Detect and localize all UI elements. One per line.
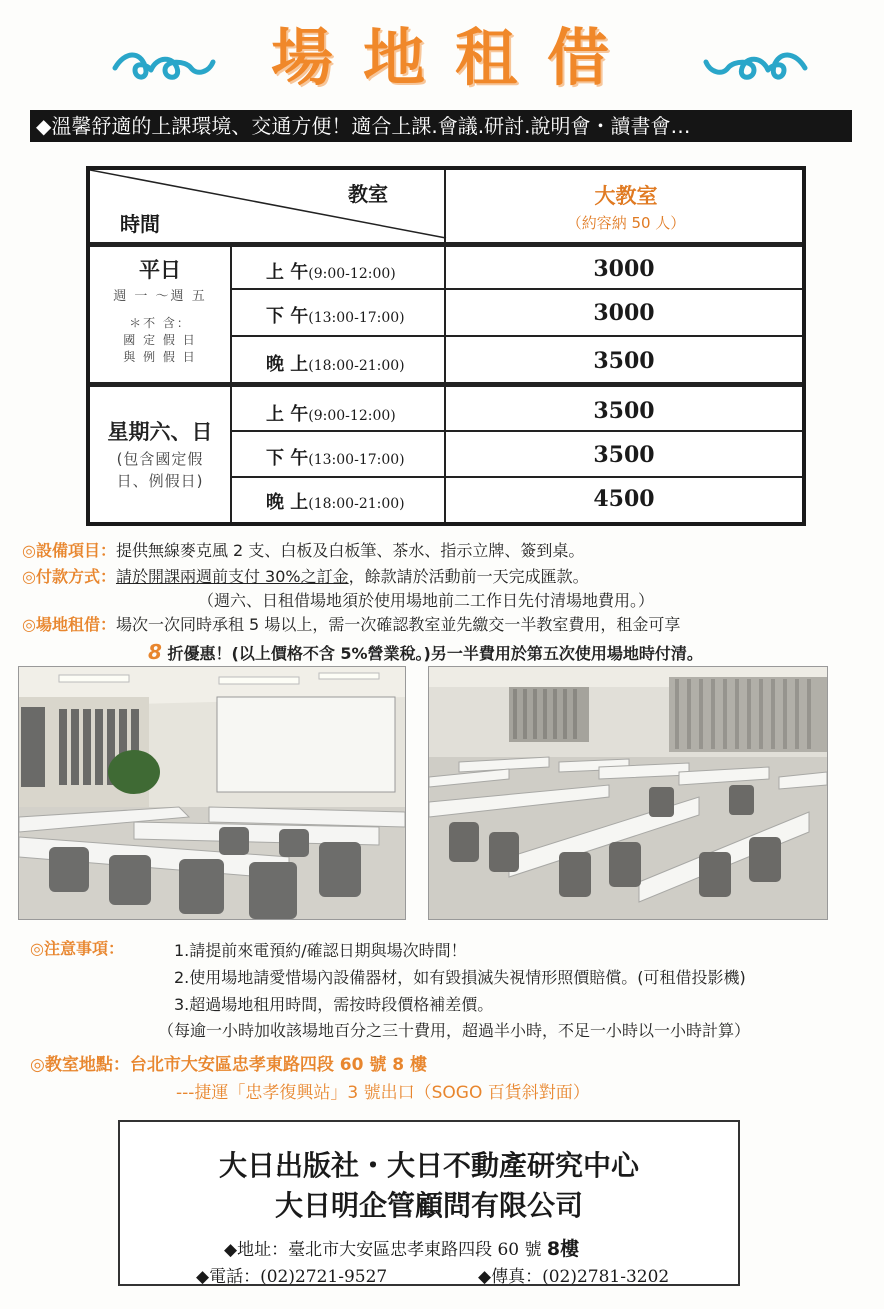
notice-item: （每逾一小時加收該場地百分之三十費用，超過半小時，不足一小時以一小時計算） xyxy=(158,1021,751,1040)
company-phone: ◆電話：(02)2721-9527 xyxy=(196,1267,388,1287)
weekend-sub: (包含國定假 xyxy=(116,450,204,468)
slot-label: 上 午(9:00-12:00) xyxy=(266,262,396,283)
price-table xyxy=(86,166,806,526)
group-divider xyxy=(90,382,802,387)
company-address: ◆地址：臺北市大安區忠孝東路四段 60 號 8樓 xyxy=(224,1238,580,1260)
header-divider xyxy=(90,242,802,247)
price-cell: 3500 xyxy=(593,442,655,468)
weekday-label xyxy=(90,254,230,366)
room-capacity: （約容納 50 人） xyxy=(566,214,686,232)
weekday-note: 國 定 假 日 xyxy=(123,333,197,347)
weekday-sub: 週 一 ～週 五 xyxy=(113,289,207,304)
slot-label: 下 午(13:00-17:00) xyxy=(266,306,405,327)
header-classroom: 教室 xyxy=(348,182,388,206)
company-name-line1: 大日出版社・大日不動產研究中心 xyxy=(218,1149,639,1182)
intro-banner: ◆溫馨舒適的上課環境、交通方便！適合上課.會議.研討.說明會・讀書會… xyxy=(30,110,852,142)
room-header xyxy=(448,180,804,233)
company-footer xyxy=(118,1120,740,1286)
weekend-label xyxy=(90,416,230,492)
slot-label: 上 午(9:00-12:00) xyxy=(266,404,396,425)
price-cell: 3000 xyxy=(593,300,655,326)
price-cell: 3500 xyxy=(593,348,655,374)
rental-note-line2: 8 折優惠！(以上價格不含 5%營業稅。)另一半費用於第五次使用場地時付清。 xyxy=(148,640,703,664)
header-time: 時間 xyxy=(120,212,160,236)
room-name: 大教室 xyxy=(594,184,658,208)
rental-note: ◎場地租借：場次一次同時承租 5 場以上，需一次確認教室並先繳交一半教室費用，租金可享 xyxy=(22,615,681,634)
row-line xyxy=(230,335,802,337)
weekday-note: 與 例 假 日 xyxy=(123,350,197,364)
swirl-ornament-icon xyxy=(700,46,815,86)
weekday-title: 平日 xyxy=(139,258,181,282)
slot-label: 晚 上(18:00-21:00) xyxy=(266,492,405,513)
weekday-note: ＊不 含： xyxy=(129,316,191,330)
classroom-photo xyxy=(18,666,406,920)
notice-item: 2.使用場地請愛惜場內設備器材，如有毀損滅失視情形照價賠償。(可租借投影機) xyxy=(174,968,746,987)
notice-item: 3.超過場地租用時間，需按時段價格補差價。 xyxy=(174,995,494,1014)
price-cell: 3000 xyxy=(593,256,655,282)
company-fax: ◆傳真：(02)2781-3202 xyxy=(478,1267,670,1287)
weekend-title: 星期六、日 xyxy=(107,420,213,444)
price-cell: 3500 xyxy=(593,398,655,424)
slot-label: 下 午(13:00-17:00) xyxy=(266,448,405,469)
swirl-ornament-icon xyxy=(105,46,220,86)
weekend-sub: 日、例假日) xyxy=(116,472,204,490)
row-line xyxy=(230,430,802,432)
payment-note: ◎付款方式：請於開課兩週前支付 30%之訂金，餘款請於活動前一天完成匯款。 xyxy=(22,567,589,586)
notice-label: ◎注意事項： xyxy=(30,939,124,958)
page-title: 場地租借 xyxy=(270,21,639,94)
company-name-line2: 大日明企管顧問有限公司 xyxy=(274,1189,583,1222)
price-cell: 4500 xyxy=(593,486,655,512)
payment-note-line2: （週六、日租借場地須於使用場地前二工作日先付清場地費用。） xyxy=(198,591,655,610)
equipment-note: ◎設備項目：提供無線麥克風 2 支、白板及白板筆、茶水、指示立牌、簽到桌。 xyxy=(22,541,585,560)
notice-item: 1.請提前來電預約/確認日期與場次時間！ xyxy=(174,941,467,960)
row-line xyxy=(230,476,802,478)
column-divider xyxy=(444,170,446,522)
location-note: ◎教室地點：台北市大安區忠孝東路四段 60 號 8 樓 xyxy=(30,1055,428,1075)
classroom-photo xyxy=(428,666,828,920)
slot-label: 晚 上(18:00-21:00) xyxy=(266,354,405,375)
location-mrt: ---捷運「忠孝復興站」3 號出口（SOGO 百貨斜對面） xyxy=(176,1083,590,1103)
row-line xyxy=(230,288,802,290)
title-area xyxy=(0,8,884,98)
